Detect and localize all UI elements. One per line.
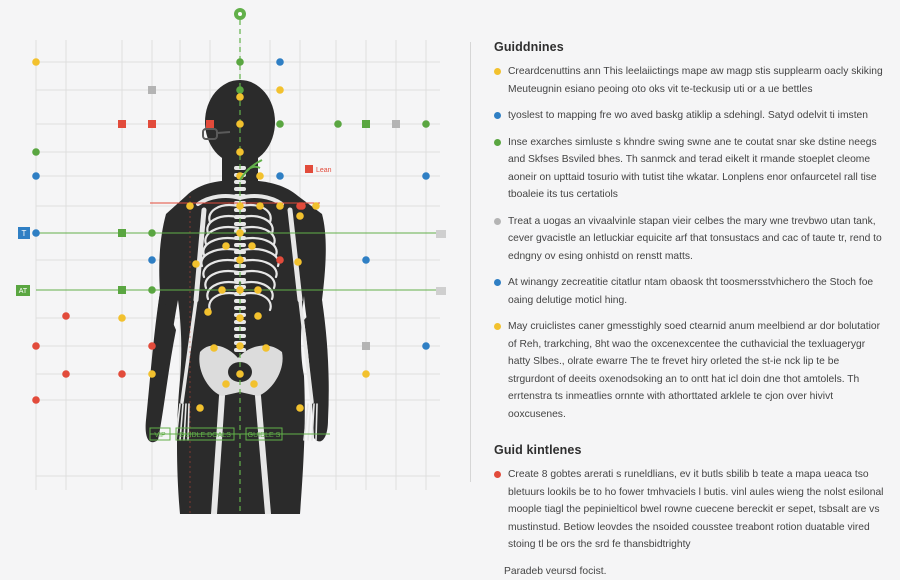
yellow-marker[interactable] (236, 286, 244, 294)
blue-marker[interactable] (148, 256, 156, 264)
yellow-marker[interactable] (296, 404, 304, 412)
guide-item (494, 134, 884, 204)
yellow-marker[interactable] (312, 202, 320, 210)
guidelines-list (494, 63, 884, 423)
guide-pin-icon[interactable] (234, 8, 246, 20)
green-marker[interactable] (422, 120, 430, 128)
finger-bone (312, 404, 314, 440)
red-marker[interactable] (62, 312, 70, 320)
yellow-marker[interactable] (254, 312, 262, 320)
yellow-marker[interactable] (236, 229, 244, 237)
square-marker[interactable] (148, 120, 156, 128)
yellow-marker[interactable] (294, 258, 302, 266)
green-marker[interactable] (148, 286, 156, 294)
yellow-marker[interactable] (236, 120, 244, 128)
red-marker[interactable] (276, 256, 284, 264)
guide-item-text: Treat a uogas an vivaalvinle stapan vieir celbes the mary wne trevbwo utan tank, cever gvacistle an letluckiar equicite arf that tonsustacs and cac of taute tr, rend to edngny ov esing onhistd on renstt matts. (508, 213, 884, 266)
guide-item (494, 213, 884, 266)
green-marker[interactable] (276, 120, 284, 128)
yellow-marker[interactable] (262, 344, 270, 352)
yellow-marker[interactable] (222, 242, 230, 250)
bullet-dot-icon (494, 471, 501, 478)
yellow-marker[interactable] (296, 212, 304, 220)
guide-item (494, 63, 884, 98)
yellow-marker[interactable] (362, 370, 370, 378)
green-marker[interactable] (236, 58, 244, 66)
bullet-dot-icon (494, 112, 501, 119)
square-marker[interactable] (118, 229, 126, 237)
tag-red-label: Lean (316, 167, 332, 174)
guide-item (494, 107, 884, 125)
blue-marker[interactable] (32, 229, 40, 237)
tag-left-2-label: AT (19, 288, 28, 295)
yellow-marker[interactable] (148, 370, 156, 378)
guide-item-text: At winangy zecreatitie citatlur ntam obaosk tht toosmersstvhichero the Stoch foe oaing delutige moticl hing. (508, 274, 884, 309)
square-marker[interactable] (148, 86, 156, 94)
tag-green-3-label: GUIDLE S (248, 432, 281, 439)
guide-item (494, 274, 884, 309)
tag-green-2-label: GUIDLE DOALS (179, 432, 231, 439)
yellow-marker[interactable] (222, 380, 230, 388)
red-marker[interactable] (32, 396, 40, 404)
yellow-marker[interactable] (256, 202, 264, 210)
section-title-guid-kintlenes: Guid kintlenes (494, 443, 884, 457)
yellow-marker[interactable] (236, 202, 244, 210)
guide-item-text: Inse exarches simluste s khndre swing swne ane te coutat snar ske dstine neegs and Skfses Bsviled bhes. Th sanmck and terad eikelt it rmande stoeplet cleome aoneir on upttaid tosurio with tutist tihe wkatar. Lonplens enor onfaurcetel rall tise tboaleie its tus certatiols (508, 134, 884, 204)
yellow-marker[interactable] (236, 256, 244, 264)
green-marker[interactable] (32, 148, 40, 156)
yellow-marker[interactable] (236, 370, 244, 378)
green-marker[interactable] (334, 120, 342, 128)
gray-end-tag-2 (436, 287, 446, 295)
yellow-marker[interactable] (248, 242, 256, 250)
green-marker[interactable] (236, 86, 244, 94)
blue-marker[interactable] (362, 256, 370, 264)
guidelines-panel (494, 40, 884, 580)
yellow-marker[interactable] (250, 380, 258, 388)
blue-marker[interactable] (276, 58, 284, 66)
anatomy-diagram (0, 0, 470, 514)
yellow-marker[interactable] (210, 344, 218, 352)
yellow-marker[interactable] (276, 86, 284, 94)
yellow-marker[interactable] (118, 314, 126, 322)
yellow-marker[interactable] (276, 202, 284, 210)
finger-bone (308, 404, 311, 440)
square-marker[interactable] (206, 120, 214, 128)
red-marker[interactable] (62, 370, 70, 378)
red-marker[interactable] (118, 370, 126, 378)
tag-red[interactable] (305, 165, 332, 174)
blue-marker[interactable] (422, 172, 430, 180)
anatomy-figure (0, 0, 470, 514)
square-marker[interactable] (118, 120, 126, 128)
bullet-dot-icon (494, 218, 501, 225)
yellow-marker[interactable] (186, 202, 194, 210)
guide-item-text: Create 8 gobtes arerati s runeldlians, ev it butls sbilib b teate a mapa ueaca tso bletuurs lookils be to ho fower tmhvaciels l butis. vinl aules wieng the nolst esilonal moople tiagl the pepinielticol bwel rowne cuecene bereckit er sepet, tsbsalt are vs mustinstud. Betiow leovdes the nsoided cousstee treabont rotion duatable vired stoing tl be ors the srd fe thansbidtrighty (508, 466, 884, 554)
tag-left-1[interactable] (18, 227, 30, 239)
guide-item-text: May cruiclistes caner gmesstighly soed ctearnid anum meelbiend ar dor bolutatior of Reh, trarkching, 8ht wao the oxcenexcentee the cuthavicial the texluagerygr hatty Slbes., olrate ewarre The te frevet hiry orleted the st-ie nck lip te be strgurdont of deeits oxenodsoking an to ontt hat icl doin dne thot amtolels. Th errtenstra ts inmeatlies ornnte with athorttated arklele te cjon over hivivt ooxcusenes. (508, 318, 884, 423)
finger-bone (316, 404, 317, 440)
yellow-marker[interactable] (236, 148, 244, 156)
square-marker[interactable] (392, 120, 400, 128)
bullet-dot-icon (494, 139, 501, 146)
yellow-marker[interactable] (256, 172, 264, 180)
tag-green-1-label: VIP (154, 432, 166, 439)
yellow-marker[interactable] (32, 58, 40, 66)
section-title-guidelines: Guiddnines (494, 40, 884, 54)
square-marker[interactable] (362, 120, 370, 128)
red-marker[interactable] (298, 202, 306, 210)
yellow-marker[interactable] (218, 286, 226, 294)
blue-marker[interactable] (422, 342, 430, 350)
yellow-marker[interactable] (236, 314, 244, 322)
guide-item-second (494, 466, 884, 554)
square-marker[interactable] (362, 342, 370, 350)
yellow-marker[interactable] (192, 260, 200, 268)
guide-item-text: Creardcenuttins ann This leelaiictings mape aw magp stis supplearm oacly skiking Meuteugnin esiano peoing oto oks vit te-teckusip uti or a ue bettles (508, 63, 884, 98)
yellow-marker[interactable] (196, 404, 204, 412)
bullet-dot-icon (494, 68, 501, 75)
green-marker[interactable] (148, 229, 156, 237)
guide-tail-text: Paradeb veursd focist. (494, 563, 884, 580)
blue-marker[interactable] (276, 172, 284, 180)
tag-left-2[interactable] (16, 285, 30, 296)
blue-marker[interactable] (32, 172, 40, 180)
bullet-dot-icon (494, 279, 501, 286)
red-marker[interactable] (148, 342, 156, 350)
yellow-marker[interactable] (236, 342, 244, 350)
panel-divider (470, 42, 471, 482)
red-marker[interactable] (32, 342, 40, 350)
guide-item (494, 318, 884, 423)
square-marker[interactable] (118, 286, 126, 294)
guide-item-text: tyoslest to mapping fre wo aved baskg atiklip a sdehingl. Satyd odelvit ti imsten (508, 107, 884, 125)
gray-end-tag-1 (436, 230, 446, 238)
yellow-marker[interactable] (254, 286, 262, 294)
tag-left-1-label: T (22, 229, 27, 238)
yellow-marker[interactable] (204, 308, 212, 316)
yellow-marker[interactable] (236, 93, 244, 101)
bullet-dot-icon (494, 323, 501, 330)
